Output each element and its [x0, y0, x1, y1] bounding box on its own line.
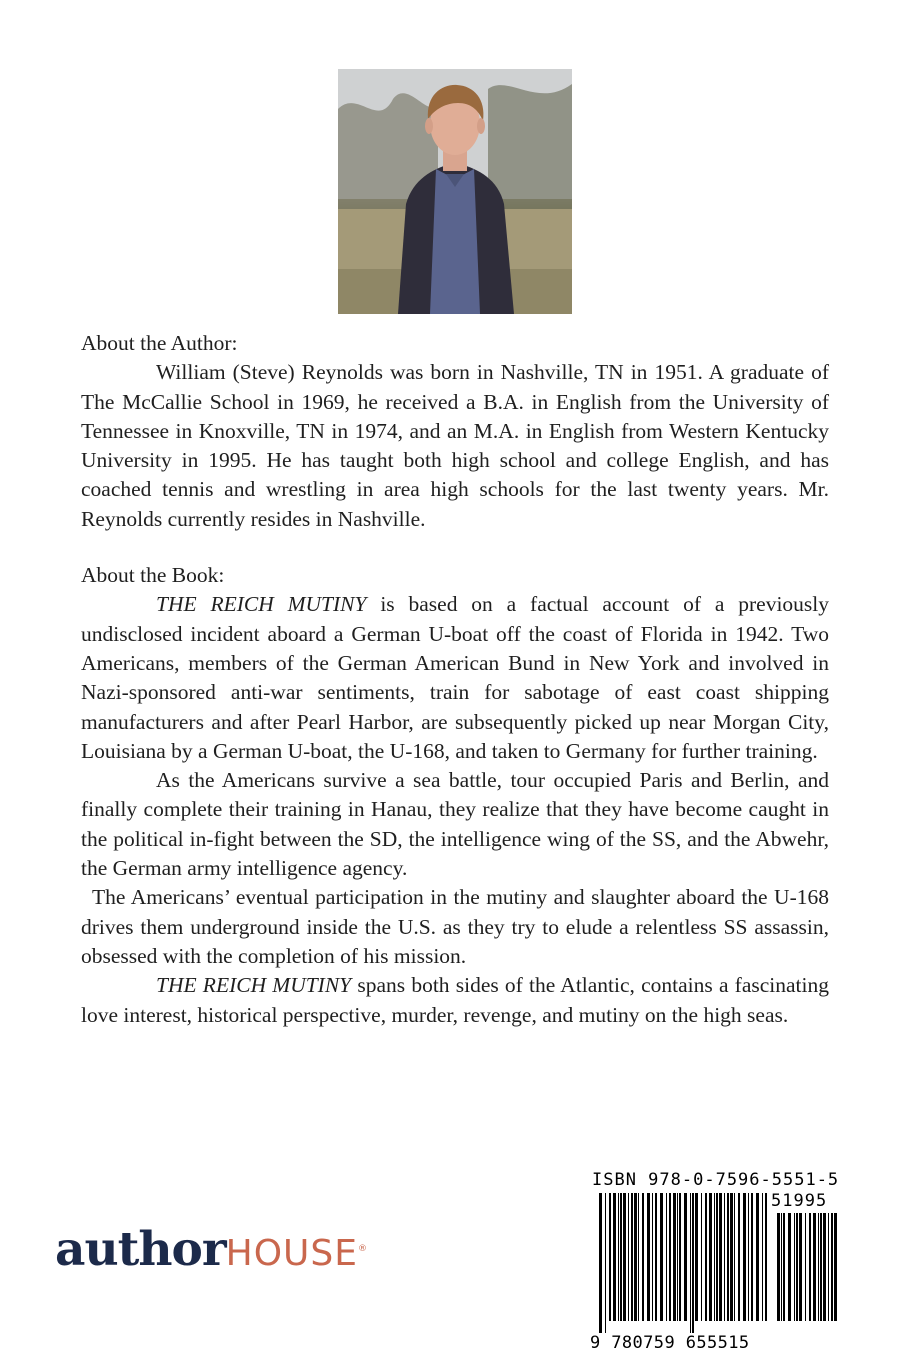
- addon-barcode: [776, 1213, 840, 1333]
- registered-mark: ®: [357, 1244, 367, 1254]
- about-book-heading: About the Book:: [81, 563, 225, 588]
- book-paragraph-1: [81, 590, 829, 766]
- author-photo: [338, 69, 572, 314]
- ean-barcode: [598, 1193, 770, 1333]
- publisher-logo: [55, 1222, 367, 1281]
- book-paragraph-1-text: is based on a factual account of a previously undisclosed incident aboard a German U-boat off the coast of Florida in 1942. Two Americans, members of the German American Bund in New York and involved in Nazi-sponsored anti-war sentiments, train for sabotage of east coast shipping manufacturers and after Pearl Harbor, are subsequently picked up near Morgan City, Louisiana by a German U-boat, the U-168, and taken to Germany for further training.: [81, 592, 830, 763]
- book-paragraph-4: [81, 971, 829, 1030]
- book-paragraph-2: As the Americans survive a sea battle, tour occupied Paris and Berlin, and finally complete their training in Hanau, they realize that they have become caught in the political in-fight between the SD, the intelligence wing of the SS, and the Abwehr, the German army intelligence agency.: [81, 768, 829, 881]
- author-bio: William (Steve) Reynolds was born in Nashville, TN in 1951. A graduate of The McCallie School in 1969, he received a B.A. in English from the University of Tennessee in Knoxville, TN in 1974, and an M.A. in English from Western Kentucky University in 1995. He has taught both high school and college English, and has coached tennis and wrestling in area high schools for the last twenty years. Mr. Reynolds currently resides in Nashville.: [81, 360, 829, 531]
- about-author-heading: About the Author:: [81, 331, 238, 355]
- book-paragraph-4-text: spans both sides of the Atlantic, contains a fascinating love interest, historical perspective, murder, revenge, and mutiny on the high seas.: [81, 973, 830, 1027]
- book-title-italic: THE REICH MUTINY: [156, 592, 367, 617]
- isbn-label: ISBN 978-0-7596-5551-5: [592, 1170, 840, 1190]
- ean-digits: 9 780759 655515: [590, 1333, 750, 1353]
- publisher-logo-author: author: [55, 1222, 226, 1277]
- price-addon-code: 51995: [771, 1191, 828, 1211]
- book-title-italic: THE REICH MUTINY: [156, 973, 352, 998]
- back-cover-text: [81, 329, 829, 1030]
- publisher-logo-house: HOUSE: [225, 1233, 358, 1274]
- book-paragraph-3: The Americans’ eventual participation in the mutiny and slaughter aboard the U-168 drives them underground inside the U.S. as they try to elude a relentless SS assassin, obsessed with the completion of his mission.: [81, 885, 829, 968]
